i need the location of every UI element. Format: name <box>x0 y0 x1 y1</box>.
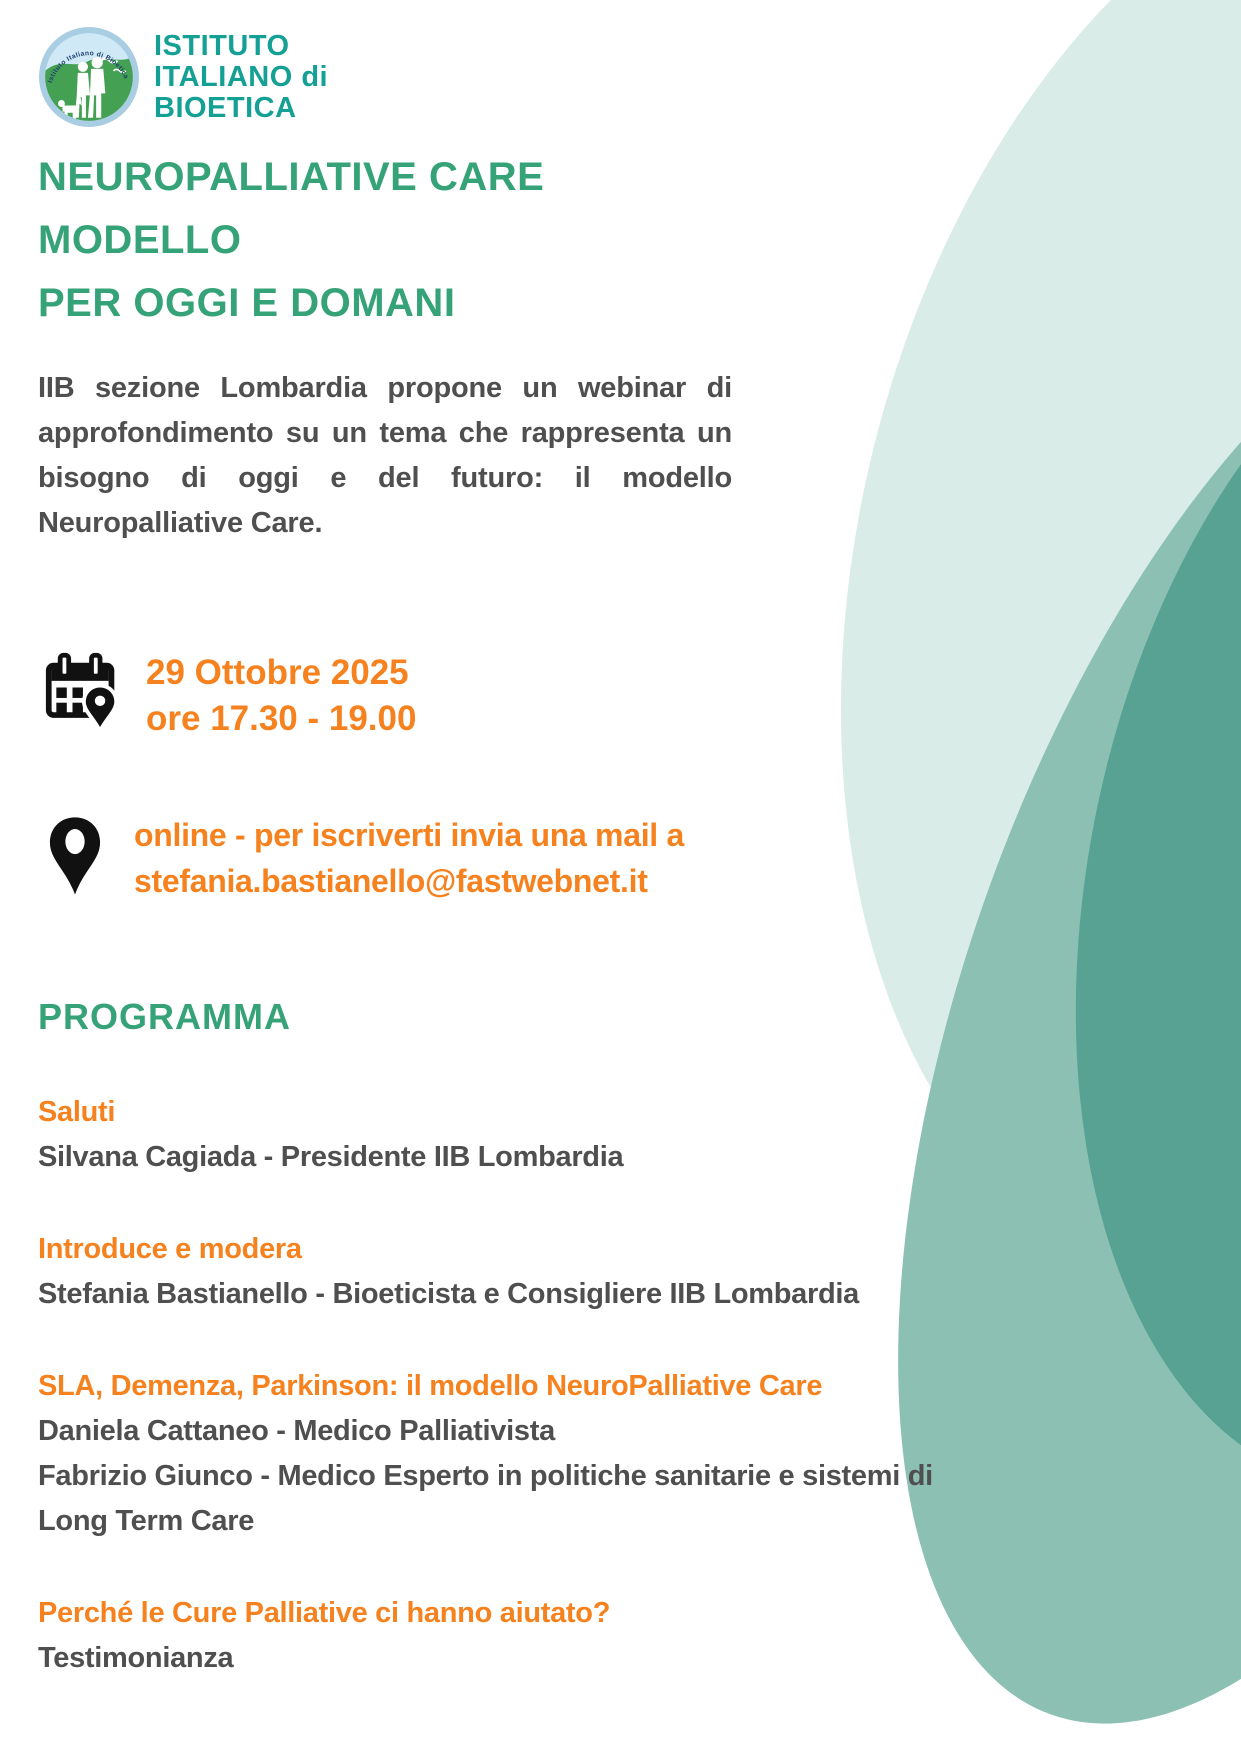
program-list <box>38 1090 1018 1728</box>
intro-paragraph: IIB sezione Lombardia propone un webinar di approfondimento su un tema che rappresenta un bisogno di oggi e del futuro: il modello Neuropalliative Care. <box>38 372 732 539</box>
location-pin-icon <box>48 806 102 906</box>
program-item <box>38 1364 1018 1544</box>
program-item-title: Introduce e modera <box>38 1233 302 1265</box>
seal-curved-text: Istituto Italiano di Bioetica <box>46 50 130 84</box>
event-datetime-text <box>146 646 416 742</box>
event-location-text <box>134 806 684 904</box>
program-item-title: SLA, Demenza, Parkinson: il modello NeuroPalliative Care <box>38 1370 823 1402</box>
page-title-line: MODELLO <box>38 218 242 262</box>
logo-wordmark <box>154 31 328 124</box>
program-item <box>38 1227 1018 1317</box>
program-item-line: Testimonianza <box>38 1642 234 1674</box>
program-item-title: Perché le Cure Palliative ci hanno aiutato? <box>38 1597 611 1629</box>
event-email: stefania.bastianello@fastwebnet.it <box>134 863 648 899</box>
event-time: ore 17.30 - 19.00 <box>146 699 417 738</box>
logo-wordmark-line: BIOETICA <box>154 91 297 124</box>
event-datetime <box>44 646 416 742</box>
program-item-line: Stefania Bastianello - Bioeticista e Consigliere IIB Lombardia <box>38 1278 859 1310</box>
program-item-line: Daniela Cattaneo - Medico Palliativista <box>38 1415 555 1447</box>
logo-wordmark-line: ISTITUTO <box>154 29 290 62</box>
page-title-line: NEUROPALLIATIVE CARE <box>38 155 545 199</box>
event-date: 29 Ottobre 2025 <box>146 653 409 692</box>
calendar-icon <box>44 652 120 742</box>
program-item <box>38 1591 1018 1681</box>
program-item-line: Silvana Cagiada - Presidente IIB Lombardia <box>38 1141 624 1173</box>
institute-seal-icon <box>38 26 140 128</box>
program-item-line: Long Term Care <box>38 1505 255 1537</box>
logo <box>38 26 328 128</box>
event-location-line: online - per iscriverti invia una mail a <box>134 817 684 853</box>
program-item-line: Fabrizio Giunco - Medico Esperto in politiche sanitarie e sistemi di <box>38 1460 933 1492</box>
page-title <box>38 146 544 335</box>
page-title-line: PER OGGI E DOMANI <box>38 281 456 325</box>
event-location <box>48 806 684 906</box>
program-heading: PROGRAMMA <box>38 996 291 1037</box>
program-item-title: Saluti <box>38 1096 116 1128</box>
logo-wordmark-line: ITALIANO di <box>154 60 329 93</box>
program-item <box>38 1090 1018 1180</box>
